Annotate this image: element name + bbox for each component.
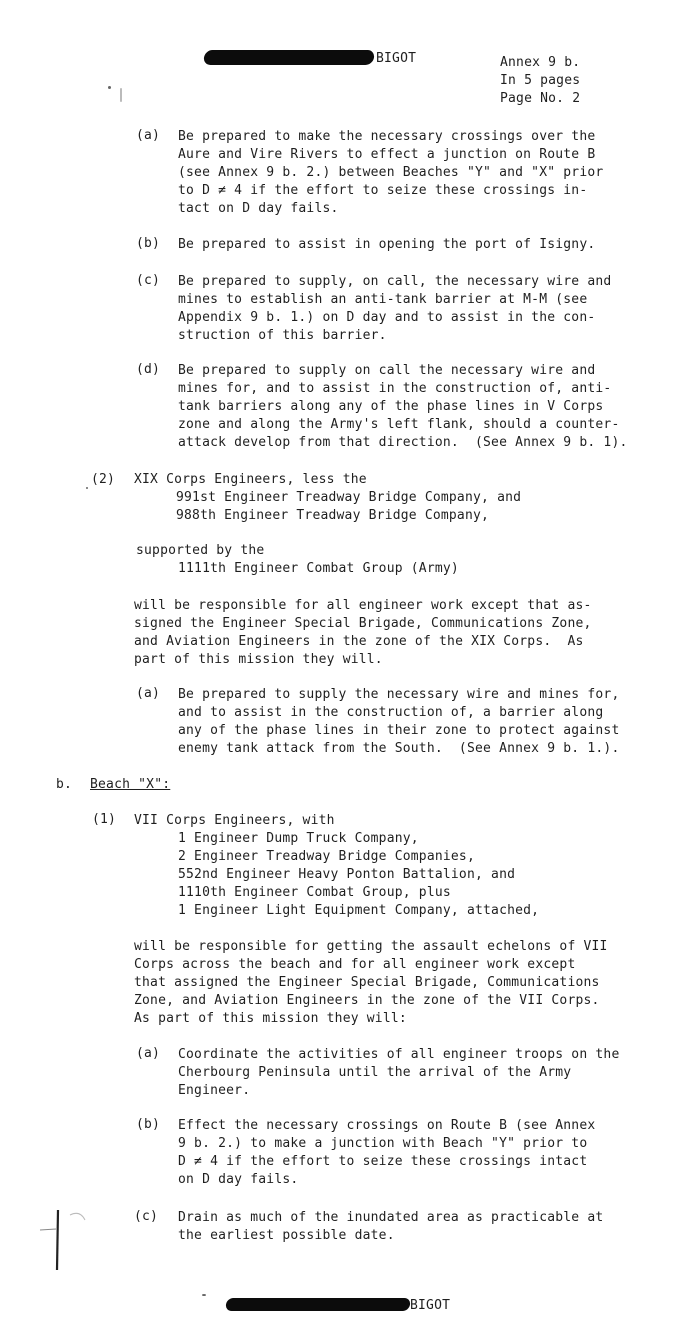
text-line: any of the phase lines in their zone to protect against xyxy=(178,723,620,738)
page-count: In 5 pages xyxy=(500,73,581,88)
item-label: (c) xyxy=(134,1209,159,1224)
text-line: zone and along the Army's left flank, should a counter- xyxy=(178,417,620,432)
text-line: As part of this mission they will: xyxy=(134,1011,407,1026)
scan-speck xyxy=(86,487,88,489)
text-line: enemy tank attack from the South. (See Annex 9 b. 1.). xyxy=(178,741,620,756)
text-line: Drain as much of the inundated area as practicable at xyxy=(178,1210,604,1225)
subsection-letter: b. xyxy=(56,777,73,792)
scan-speck xyxy=(202,1294,206,1296)
subsection-title: Beach "X": xyxy=(90,777,171,792)
footer-classification: BIGOT xyxy=(410,1298,451,1313)
text-line: to D ≠ 4 if the effort to seize these crossings in- xyxy=(178,183,588,198)
item-label: (b) xyxy=(136,236,161,251)
scan-speck xyxy=(120,88,122,102)
page-number: Page No. 2 xyxy=(500,91,581,106)
text-line: Be prepared to supply the necessary wire and mines for, xyxy=(178,687,620,702)
unit-line: 1 Engineer Dump Truck Company, xyxy=(178,831,419,846)
text-line: the earliest possible date. xyxy=(178,1228,395,1243)
item-label: (a) xyxy=(136,128,161,143)
text-line: struction of this barrier. xyxy=(178,328,387,343)
text-line: Engineer. xyxy=(178,1083,251,1098)
annex-label: Annex 9 b. xyxy=(500,55,581,70)
header-classification: BIGOT xyxy=(376,51,417,66)
item-label: (b) xyxy=(136,1117,161,1132)
text-line: Effect the necessary crossings on Route B (see Annex xyxy=(178,1118,596,1133)
section-heading: VII Corps Engineers, with xyxy=(134,813,335,828)
text-line: will be responsible for getting the assault echelons of VII xyxy=(134,939,608,954)
item-label: (c) xyxy=(136,273,161,288)
text-line: mines to establish an anti-tank barrier at M-M (see xyxy=(178,292,588,307)
redaction-mark xyxy=(203,50,375,65)
scan-artifact xyxy=(30,1205,90,1275)
item-label: (d) xyxy=(136,362,161,377)
text-line: Coordinate the activities of all engineer troops on the xyxy=(178,1047,620,1062)
text-line: mines for, and to assist in the construction of, anti- xyxy=(178,381,612,396)
text-line: signed the Engineer Special Brigade, Communications Zone, xyxy=(134,616,592,631)
text-line: on D day fails. xyxy=(178,1172,299,1187)
text-line: Be prepared to supply on call the necessary wire and xyxy=(178,363,596,378)
unit-line: 988th Engineer Treadway Bridge Company, xyxy=(176,508,490,523)
text-line: part of this mission they will. xyxy=(134,652,383,667)
text-line: and Aviation Engineers in the zone of the XIX Corps. As xyxy=(134,634,584,649)
scan-speck xyxy=(108,86,111,89)
unit-line: 991st Engineer Treadway Bridge Company, and xyxy=(176,490,522,505)
support-unit: 1111th Engineer Combat Group (Army) xyxy=(178,561,459,576)
text-line: Cherbourg Peninsula until the arrival of the Army xyxy=(178,1065,572,1080)
text-line: 9 b. 2.) to make a junction with Beach "Y" prior to xyxy=(178,1136,588,1151)
redaction-mark xyxy=(225,1298,411,1311)
section-number: (2) xyxy=(91,472,116,487)
text-line: D ≠ 4 if the effort to seize these crossings intact xyxy=(178,1154,588,1169)
text-line: and to assist in the construction of, a barrier along xyxy=(178,705,604,720)
text-line: tank barriers along any of the phase lines in V Corps xyxy=(178,399,604,414)
text-line: will be responsible for all engineer work except that as- xyxy=(134,598,592,613)
text-line: Be prepared to make the necessary crossings over the xyxy=(178,129,596,144)
unit-line: 552nd Engineer Heavy Ponton Battalion, and xyxy=(178,867,516,882)
text-line: Corps across the beach and for all engineer work except xyxy=(134,957,576,972)
item-label: (a) xyxy=(136,686,161,701)
unit-line: 2 Engineer Treadway Bridge Companies, xyxy=(178,849,475,864)
text-line: (see Annex 9 b. 2.) between Beaches "Y" and "X" prior xyxy=(178,165,604,180)
text-line: Aure and Vire Rivers to effect a junction on Route B xyxy=(178,147,596,162)
text-line: Be prepared to assist in opening the port of Isigny. xyxy=(178,237,596,252)
unit-line: 1110th Engineer Combat Group, plus xyxy=(178,885,451,900)
unit-line: 1 Engineer Light Equipment Company, attached, xyxy=(178,903,540,918)
text-line: Be prepared to supply, on call, the necessary wire and xyxy=(178,274,612,289)
text-line: Zone, and Aviation Engineers in the zone of the VII Corps. xyxy=(134,993,600,1008)
text-line: attack develop from that direction. (See Annex 9 b. 1). xyxy=(178,435,628,450)
text-line: Appendix 9 b. 1.) on D day and to assist in the con- xyxy=(178,310,596,325)
item-label: (a) xyxy=(136,1046,161,1061)
supported-by: supported by the xyxy=(136,543,265,558)
text-line: that assigned the Engineer Special Brigade, Communications xyxy=(134,975,600,990)
section-number: (1) xyxy=(92,812,117,827)
section-heading: XIX Corps Engineers, less the xyxy=(134,472,367,487)
text-line: tact on D day fails. xyxy=(178,201,339,216)
